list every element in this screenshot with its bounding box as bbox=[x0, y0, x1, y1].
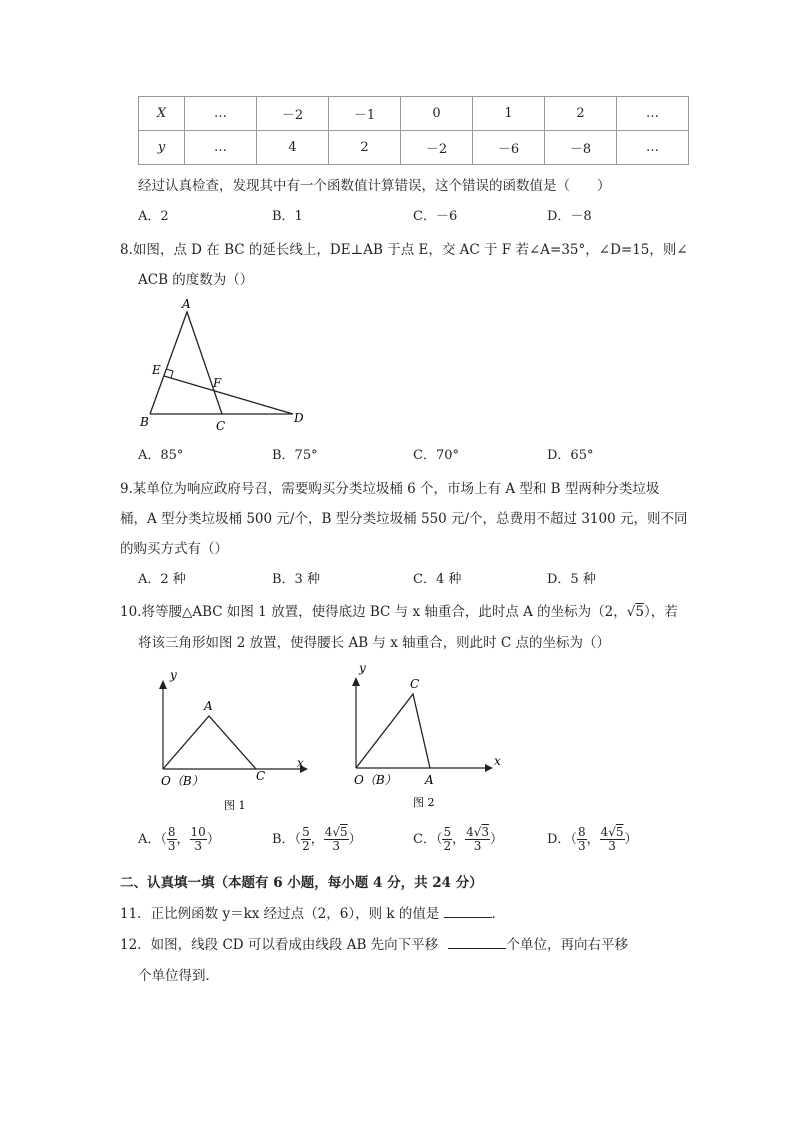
table-cell: －1 bbox=[329, 97, 401, 131]
q10-line1-post: ），若 bbox=[643, 604, 678, 620]
table-cell: … bbox=[185, 97, 257, 131]
triangle-fig2 bbox=[356, 694, 430, 768]
table-cell: －8 bbox=[545, 131, 617, 165]
q10-line2: 将该三角形如图 2 放置，使得腰长 AB 与 x 轴重合，则此时 C 点的坐标为（） bbox=[138, 635, 611, 651]
q12-line1: 12．如图，线段 CD 可以看成由线段 AB 先向下平移 个单位，再向右平移 bbox=[120, 937, 628, 953]
fraction: $\frac{5}{2}$ bbox=[443, 825, 452, 853]
triangle-fig1 bbox=[163, 716, 256, 769]
table-cell: 2 bbox=[329, 131, 401, 165]
q12-line2: 个单位得到． bbox=[138, 968, 219, 984]
q9-line2: 桶，A 型分类垃圾桶 500 元/个，B 型分类垃圾桶 550 元/个，总费用不超过 3100 元，则不同 bbox=[120, 511, 688, 527]
q10-figure-2 bbox=[343, 660, 508, 810]
section-2-title: 二、认真填一填（本题有 6 小题，每小题 4 分，共 24 分） bbox=[120, 875, 483, 891]
q9-option-b: B．3 种 bbox=[272, 572, 320, 587]
table-row bbox=[139, 97, 689, 131]
fig1-x-label: x bbox=[297, 756, 304, 770]
q9-option-d: D．5 种 bbox=[547, 572, 596, 587]
fig1-label-ob: O（B） bbox=[161, 774, 204, 788]
table-cell: －2 bbox=[401, 131, 473, 165]
q9-option-c: C．4 种 bbox=[413, 572, 462, 587]
triangle-abc bbox=[150, 312, 222, 414]
fig2-label-c: C bbox=[410, 677, 420, 691]
fig1-label-c: C bbox=[256, 769, 266, 783]
q8-option-c: C．70° bbox=[413, 448, 459, 463]
q9-line1: 9.某单位为响应政府号召，需要购买分类垃圾桶 6 个，市场上有 A 型和 B 型两种分类垃圾 bbox=[120, 481, 660, 497]
fraction: $\frac{4√3}{3}$ bbox=[466, 825, 490, 853]
fraction: $\frac{8}{3}$ bbox=[577, 825, 586, 853]
fig2-label-a: A bbox=[425, 773, 434, 787]
table-cell: … bbox=[617, 131, 689, 165]
q10-radicand: 5 bbox=[635, 604, 644, 620]
table-cell: 0 bbox=[401, 97, 473, 131]
q11-line: 11．正比例函数 y＝kx 经过点（2，6），则 k 的值是 ． bbox=[120, 906, 506, 922]
value-table bbox=[138, 96, 689, 165]
q8-stem-line2: ACB 的度数为（） bbox=[138, 272, 254, 288]
q10-option-a: A．（ $\frac{8}{3}$ ， $\frac{10}{3}$ ） bbox=[138, 825, 220, 853]
label-d: D bbox=[294, 411, 304, 425]
table-cell: －6 bbox=[473, 131, 545, 165]
label-b: B bbox=[140, 415, 149, 429]
fraction: $\frac{4√5}{3}$ bbox=[324, 825, 348, 853]
label-f: F bbox=[213, 376, 222, 390]
fig1-caption: 图 1 bbox=[224, 799, 246, 812]
q12-answer-blank-1[interactable] bbox=[448, 948, 506, 949]
table-header-x: X bbox=[139, 97, 185, 131]
q8-option-a: A．85° bbox=[138, 448, 184, 463]
q8-option-b: B．75° bbox=[272, 448, 318, 463]
q8-triangle-figure bbox=[130, 292, 320, 437]
fig1-label-a: A bbox=[204, 699, 213, 713]
fraction: $\frac{5}{2}$ bbox=[302, 825, 310, 853]
table-cell: … bbox=[617, 97, 689, 131]
q10-line1-pre: 10.将等腰△ABC 如图 1 放置，使得底边 BC 与 x 轴重合，此时点 A 的坐标为（2， bbox=[120, 604, 627, 620]
q9-line3: 的购买方式有（） bbox=[120, 541, 228, 557]
table-header-y: y bbox=[139, 131, 185, 165]
q10-option-c: C．（ $\frac{5}{2}$ ， $\frac{4√3}{3}$ ） bbox=[413, 825, 504, 853]
q8-stem-line1: 8.如图，点 D 在 BC 的延长线上，DE⊥AB 于点 E，交 AC 于 F 若∠A=35°，∠D=15，则∠ bbox=[120, 242, 688, 258]
table-cell: －2 bbox=[257, 97, 329, 131]
q10-figure-1 bbox=[150, 665, 315, 815]
q10-option-d: D．（ $\frac{8}{3}$ ， $\frac{4√5}{3}$ ） bbox=[547, 825, 638, 853]
table-cell: 1 bbox=[473, 97, 545, 131]
q9-option-a: A．2 种 bbox=[138, 572, 186, 587]
x-axis-arrow-icon bbox=[485, 764, 493, 772]
q7-option-a: A．2 bbox=[138, 209, 169, 224]
fig2-label-ob: O（B） bbox=[354, 773, 397, 787]
q11-answer-blank[interactable] bbox=[444, 917, 492, 918]
table-cell: … bbox=[185, 131, 257, 165]
q7-stem: 经过认真检查，发现其中有一个函数值计算错误，这个错误的函数值是（ ） bbox=[138, 178, 611, 194]
line-de bbox=[164, 376, 293, 414]
label-a: A bbox=[182, 297, 191, 311]
y-axis-arrow-icon bbox=[159, 680, 167, 689]
q10-line1 bbox=[120, 600, 678, 620]
q7-option-b: B．1 bbox=[272, 209, 303, 224]
q8-option-d: D．65° bbox=[547, 448, 594, 463]
label-e: E bbox=[152, 363, 161, 377]
fraction: $\frac{4√5}{3}$ bbox=[600, 825, 624, 853]
fig2-x-label: x bbox=[494, 754, 501, 768]
fraction: $\frac{10}{3}$ bbox=[190, 825, 206, 853]
table-row bbox=[139, 131, 689, 165]
q10-option-b: B．（ $\frac{5}{2}$ ， $\frac{4√5}{3}$ ） bbox=[272, 825, 362, 853]
fraction: $\frac{8}{3}$ bbox=[167, 825, 176, 853]
fig2-caption: 图 2 bbox=[413, 796, 435, 809]
label-c: C bbox=[216, 419, 226, 433]
fig2-y-label: y bbox=[359, 661, 366, 675]
q7-option-d: D．－8 bbox=[547, 209, 592, 224]
q7-option-c: C．－6 bbox=[413, 209, 458, 224]
sqrt-sign: √ bbox=[626, 604, 636, 620]
table-cell: 4 bbox=[257, 131, 329, 165]
y-axis-arrow-icon bbox=[352, 677, 360, 686]
fig1-y-label: y bbox=[170, 668, 177, 682]
table-cell: 2 bbox=[545, 97, 617, 131]
